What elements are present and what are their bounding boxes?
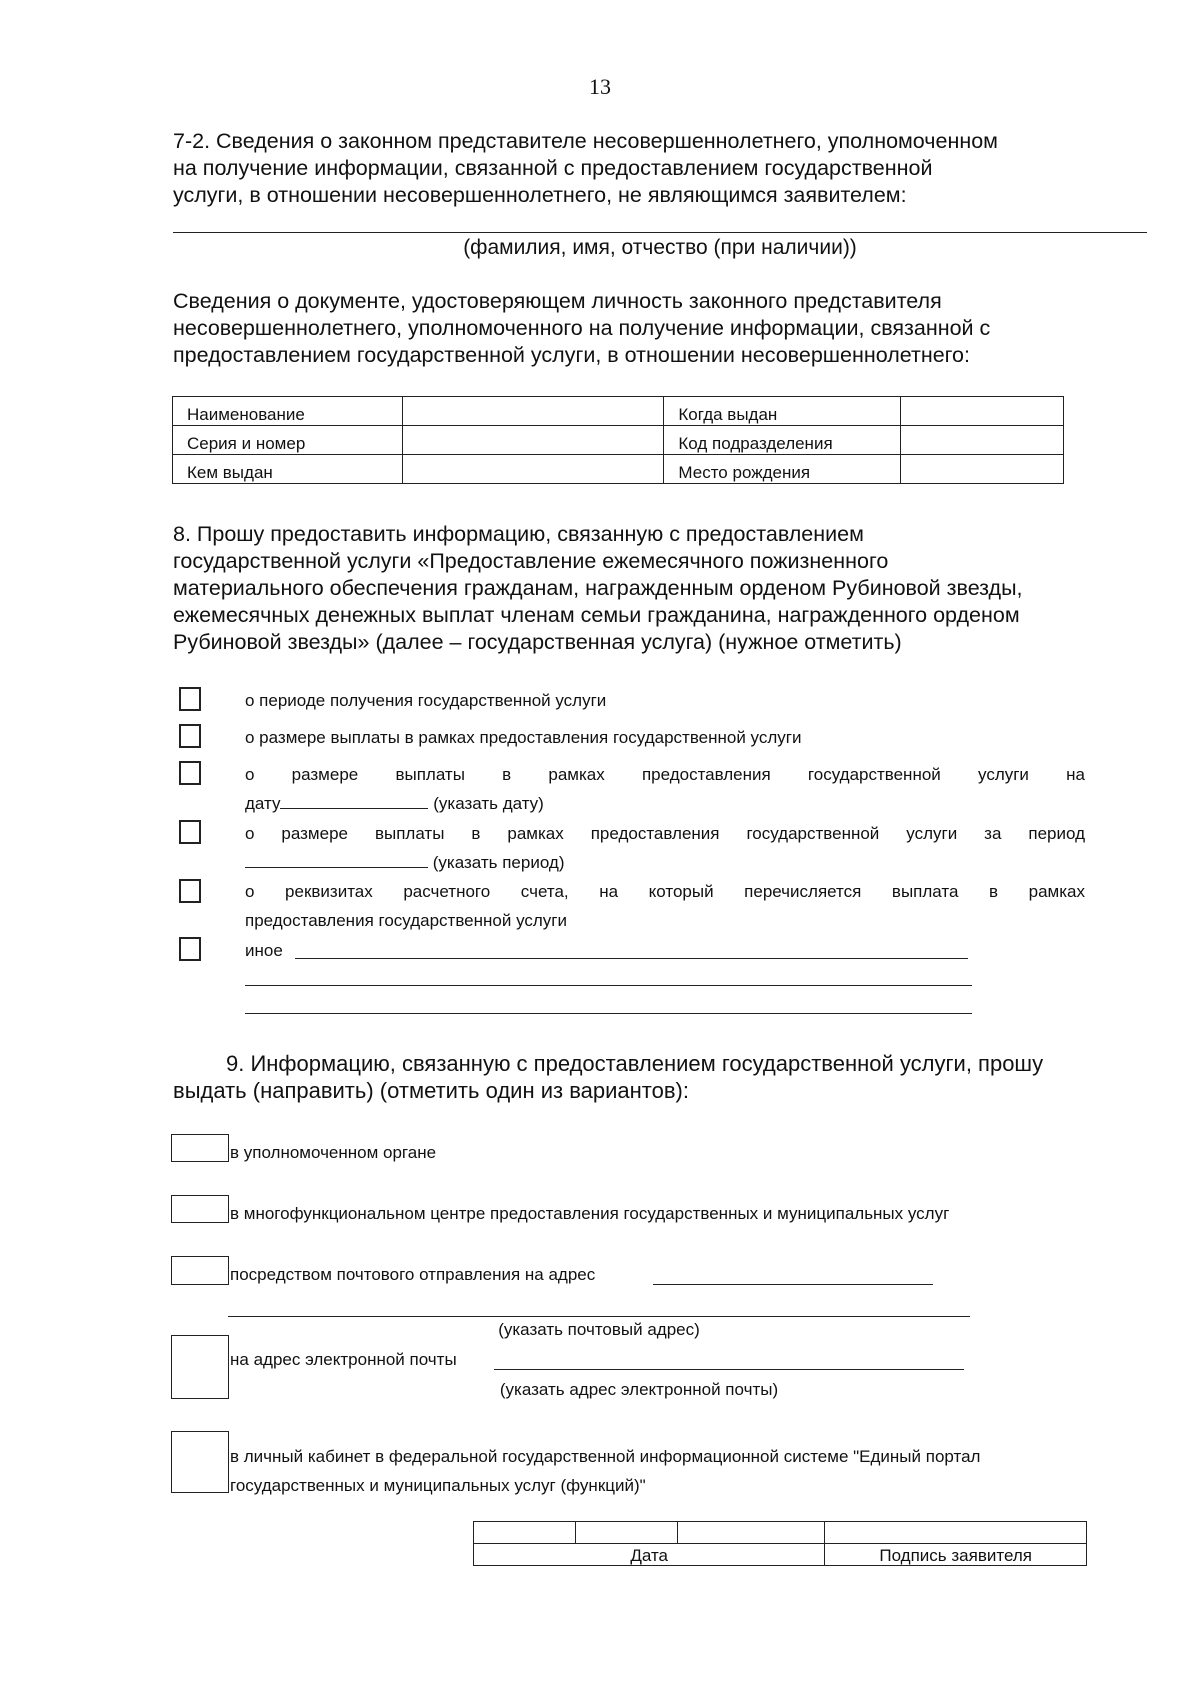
- checkbox-delivery-mfc[interactable]: [171, 1195, 229, 1223]
- doc-intro-line: предоставлением государственной услуги, в отношении несовершеннолетнего:: [173, 343, 970, 367]
- doc-field-label: Место рождения: [664, 455, 901, 484]
- section-8-text: [173, 521, 1148, 656]
- option-other-label: иное: [245, 941, 283, 960]
- option-for-period: [245, 819, 1085, 848]
- date-month-cell[interactable]: [575, 1522, 677, 1544]
- section-9-line: 9. Информацию, связанную с предоставлением государственной услуги, прошу: [226, 1051, 1044, 1076]
- checkbox-delivery-email[interactable]: [171, 1335, 229, 1399]
- checkbox-delivery-authority[interactable]: [171, 1134, 229, 1162]
- option-on-date-line2: [245, 789, 1085, 818]
- checkbox-period[interactable]: [179, 687, 201, 711]
- checkbox-delivery-portal[interactable]: [171, 1431, 229, 1493]
- doc-intro-text: [173, 288, 1148, 369]
- signature-label: Подпись заявителя: [825, 1544, 1087, 1566]
- section-8-line: ежемесячных денежных выплат членам семьи гражданина, награжденного орденом: [173, 603, 1020, 627]
- date-label: Дата: [474, 1544, 825, 1566]
- date-blank[interactable]: [280, 807, 428, 809]
- delivery-portal-line2: государственных и муниципальных услуг (функций)": [230, 1476, 646, 1495]
- option-on-date-hint: (указать дату): [433, 794, 544, 813]
- delivery-authority-label: в уполномоченном органе: [230, 1143, 437, 1162]
- option-for-period-line1: о размере выплаты в рамках предоставления государственной услуги за период: [245, 824, 1085, 843]
- option-period-label: о периоде получения государственной услуги: [245, 691, 607, 710]
- option-amount-label: о размере выплаты в рамках предоставления государственной услуги: [245, 728, 802, 747]
- doc-field-label: Когда выдан: [664, 397, 901, 426]
- section-8-line: Рубиновой звезды» (далее – государственная услуга) (нужное отметить): [173, 630, 902, 654]
- option-for-period-line2: [245, 848, 1085, 877]
- page-number: 13: [589, 74, 611, 99]
- option-on-date-prefix: дату: [245, 794, 281, 813]
- date-day-cell[interactable]: [474, 1522, 576, 1544]
- option-other: [245, 936, 1085, 965]
- doc-field-label: Код подразделения: [664, 426, 901, 455]
- doc-field-label: Кем выдан: [173, 455, 403, 484]
- signature-table: [473, 1521, 1087, 1566]
- table-row: [173, 426, 1064, 455]
- table-row: [474, 1544, 1087, 1566]
- section-9-line: выдать (направить) (отметить один из вариантов):: [173, 1078, 689, 1103]
- delivery-portal-line1: в личный кабинет в федеральной государственной информационной системе "Единый портал: [230, 1447, 981, 1466]
- option-requisites-line1: о реквизитах расчетного счета, на который перечисляется выплата в рамках: [245, 882, 1085, 901]
- fio-caption: (фамилия, имя, отчество (при наличии)): [463, 236, 857, 259]
- delivery-post-label: посредством почтового отправления на адрес: [230, 1265, 596, 1284]
- table-row: [474, 1522, 1087, 1544]
- date-year-cell[interactable]: [677, 1522, 825, 1544]
- option-on-date-line1: о размере выплаты в рамках предоставления государственной услуги на: [245, 765, 1085, 784]
- table-row: [173, 397, 1064, 426]
- doc-field-value[interactable]: [402, 455, 664, 484]
- email-hint: (указать адрес электронной почты): [499, 1380, 779, 1399]
- section-7-2-line: услуги, в отношении несовершеннолетнего, не являющимся заявителем:: [173, 183, 907, 207]
- section-7-2-line: 7-2. Сведения о законном представителе несовершеннолетнего, уполномоченном: [173, 129, 998, 153]
- email-blank[interactable]: [494, 1369, 964, 1370]
- section-8-line: государственной услуги «Предоставление ежемесячного пожизненного: [173, 549, 889, 573]
- doc-field-label: Серия и номер: [173, 426, 403, 455]
- checkbox-amount-for-period[interactable]: [179, 820, 201, 844]
- doc-intro-line: несовершеннолетнего, уполномоченного на получение информации, связанной с: [173, 316, 991, 340]
- checkbox-amount-on-date[interactable]: [179, 761, 201, 785]
- doc-field-value[interactable]: [901, 455, 1064, 484]
- other-blank-line[interactable]: [245, 1013, 972, 1014]
- section-8-line: материального обеспечения гражданам, награжденным орденом Рубиновой звезды,: [173, 576, 1023, 600]
- post-address-blank[interactable]: [653, 1284, 933, 1285]
- delivery-email-label: на адрес электронной почты: [230, 1350, 457, 1369]
- doc-field-value[interactable]: [901, 426, 1064, 455]
- other-blank-line[interactable]: [295, 958, 968, 959]
- signature-cell[interactable]: [825, 1522, 1087, 1544]
- other-blank-line[interactable]: [245, 985, 972, 986]
- doc-field-label: Наименование: [173, 397, 403, 426]
- doc-field-value[interactable]: [402, 426, 664, 455]
- section-7-2-text: [173, 128, 1148, 209]
- section-7-2-line: на получение информации, связанной с предоставлением государственной: [173, 156, 933, 180]
- checkbox-delivery-post[interactable]: [171, 1256, 229, 1285]
- doc-intro-line: Сведения о документе, удостоверяющем личность законного представителя: [173, 289, 942, 313]
- option-requisites: [245, 877, 1085, 906]
- fio-line[interactable]: [173, 232, 1147, 233]
- option-requisites-line2: предоставления государственной услуги: [245, 911, 567, 930]
- doc-field-value[interactable]: [901, 397, 1064, 426]
- option-on-date: [245, 760, 1085, 789]
- table-row: [173, 455, 1064, 484]
- checkbox-amount[interactable]: [179, 724, 201, 748]
- doc-field-value[interactable]: [402, 397, 664, 426]
- option-for-period-hint: (указать период): [432, 853, 565, 872]
- section-8-line: 8. Прошу предоставить информацию, связанную с предоставлением: [173, 522, 864, 546]
- section-9-text: [173, 1050, 1148, 1104]
- post-address-blank[interactable]: [228, 1316, 970, 1317]
- identity-document-table: [172, 396, 1064, 484]
- post-hint: (указать почтовый адрес): [498, 1320, 700, 1339]
- checkbox-other[interactable]: [179, 937, 201, 961]
- delivery-mfc-label: в многофункциональном центре предоставления государственных и муниципальных услуг: [230, 1204, 950, 1223]
- period-blank[interactable]: [245, 866, 428, 868]
- delivery-portal-label: [230, 1442, 980, 1500]
- checkbox-requisites[interactable]: [179, 879, 201, 903]
